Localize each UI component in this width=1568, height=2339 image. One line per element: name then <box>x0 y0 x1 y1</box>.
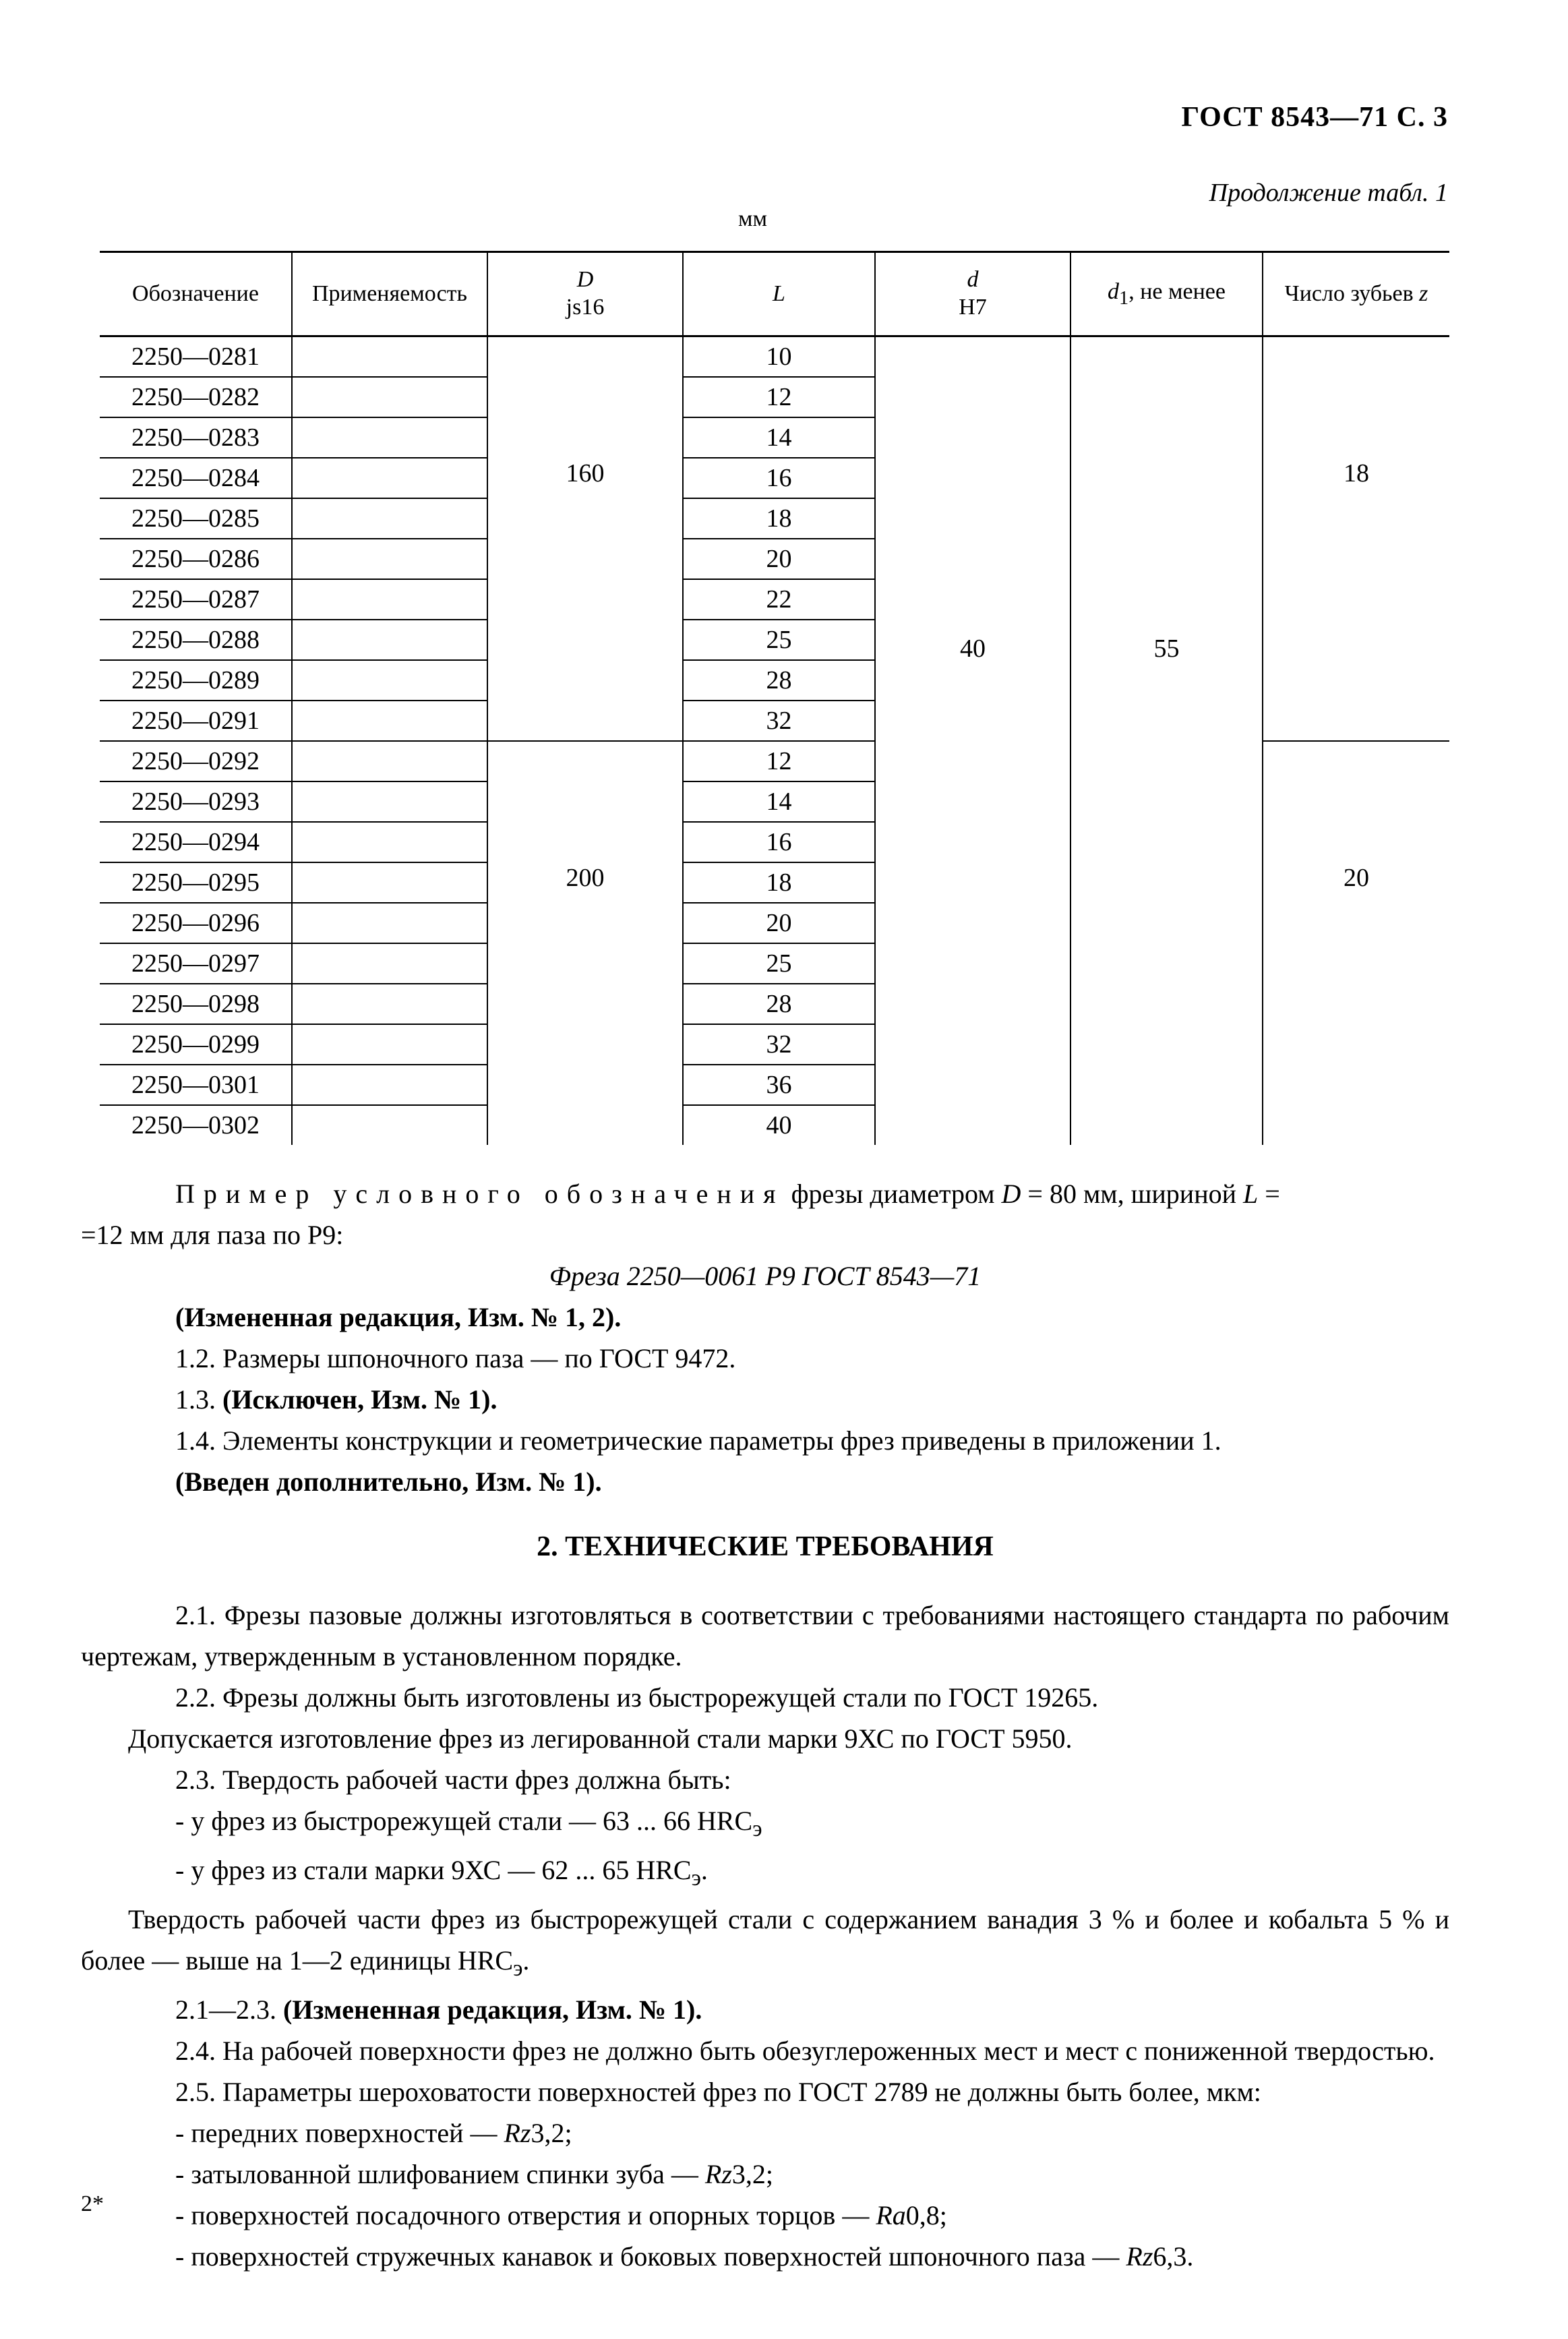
cell-l: 14 <box>683 417 875 458</box>
cell-designation: 2250—0299 <box>100 1024 292 1065</box>
cell-designation: 2250—0291 <box>100 701 292 741</box>
example-heading: Пример условного обозначения <box>175 1179 785 1209</box>
col-d1-note: , не менее <box>1128 278 1226 304</box>
page-mark: 2* <box>81 2191 104 2216</box>
cell-l: 12 <box>683 741 875 781</box>
cell-l: 40 <box>683 1105 875 1145</box>
cell-designation: 2250—0285 <box>100 498 292 539</box>
paragraph-2-5d-value: 6,3. <box>1153 2241 1194 2272</box>
cell-teeth-group2: 20 <box>1263 741 1449 1145</box>
example-line-2: =12 мм для паза по Р9: <box>81 1220 344 1250</box>
paragraph-2-5d-text: - поверхностей стружечных канавок и боковых поверхностей шпоночного паза — <box>175 2241 1126 2272</box>
cell-applicability <box>292 620 487 660</box>
table-unit: мм <box>738 206 768 231</box>
paragraph-2-1: 2.1. Фрезы пазовые должны изготовляться в соответствии с требованиями настоящего стандарта по рабочим чертежам, утвержденным в установленном порядке. <box>81 1600 1449 1671</box>
document-body <box>81 1173 1449 2277</box>
paragraph-2-3b-subscript: э <box>691 1866 701 1891</box>
paragraph-2-5b <box>81 2154 1449 2195</box>
cell-d-bore: 40 <box>875 336 1071 1146</box>
cell-designation: 2250—0301 <box>100 1065 292 1105</box>
paragraph-2-3c-end: . <box>522 1945 530 1976</box>
paragraph-2-2: 2.2. Фрезы должны быть изготовлены из быстрорежущей стали по ГОСТ 19265. <box>175 1682 1099 1713</box>
paragraph-2-3b <box>81 1849 1449 1899</box>
col-d-outer <box>487 252 683 336</box>
cell-l: 12 <box>683 377 875 417</box>
col-d1-subscript: 1 <box>1119 287 1129 309</box>
page-header: ГОСТ 8543—71 С. 3 <box>1181 102 1448 133</box>
cell-l: 18 <box>683 498 875 539</box>
cell-l: 28 <box>683 660 875 701</box>
edit-note-2 <box>81 1989 1449 2030</box>
edit-note-1: (Измененная редакция, Изм. № 1, 2). <box>175 1302 622 1332</box>
example-text-2: = 80 мм, шириной <box>1021 1179 1244 1209</box>
example-symbol-l: L <box>1243 1179 1259 1209</box>
cell-l: 10 <box>683 336 875 378</box>
cell-designation: 2250—0282 <box>100 377 292 417</box>
cell-l: 25 <box>683 943 875 984</box>
cell-applicability <box>292 741 487 781</box>
paragraph-2-5a-text: - передних поверхностей — <box>175 2118 504 2148</box>
cell-applicability <box>292 943 487 984</box>
cell-l: 16 <box>683 458 875 498</box>
paragraph-2-3c-text: Твердость рабочей части фрез из быстрорежущей стали с содержанием ванадия 3 % и более и кобальта 5 % и более — выше на 1—2 единицы HRC <box>81 1904 1449 1976</box>
example-symbol-d: D <box>1001 1179 1021 1209</box>
table-continuation-note: Продолжение табл. 1 <box>1209 179 1448 207</box>
paragraph-1-4-note: (Введен дополнительно, Изм. № 1). <box>175 1467 602 1497</box>
cell-applicability <box>292 498 487 539</box>
cell-teeth-group1: 18 <box>1263 336 1449 742</box>
cell-applicability <box>292 862 487 903</box>
paragraph-2-3b-text: - у фрез из стали марки 9ХС — 62 ... 65 HRC <box>175 1855 692 1885</box>
cell-l: 16 <box>683 822 875 862</box>
example-designation: Фреза 2250—0061 Р9 ГОСТ 8543—71 <box>549 1261 982 1291</box>
cell-applicability <box>292 660 487 701</box>
paragraph-2-5c-text: - поверхностей посадочного отверстия и опорных торцов — <box>175 2200 876 2230</box>
cell-l: 28 <box>683 984 875 1024</box>
cell-l: 18 <box>683 862 875 903</box>
cell-designation: 2250—0281 <box>100 336 292 378</box>
cell-designation: 2250—0297 <box>100 943 292 984</box>
paragraph-2-5b-symbol: Rz <box>704 2159 732 2189</box>
col-teeth-symbol: z <box>1419 280 1428 306</box>
col-d1 <box>1071 252 1263 336</box>
col-teeth-label: Число зубьев <box>1284 280 1414 306</box>
cell-applicability <box>292 781 487 822</box>
paragraph-2-5c-value: 0,8; <box>905 2200 947 2230</box>
cell-l: 20 <box>683 539 875 579</box>
cell-applicability <box>292 822 487 862</box>
cell-designation: 2250—0292 <box>100 741 292 781</box>
paragraph-2-3a-text: - у фрез из быстрорежущей стали — 63 ... 66 HRC <box>175 1806 753 1836</box>
col-d-bore-tolerance: H7 <box>959 295 987 320</box>
cell-l: 32 <box>683 701 875 741</box>
col-d1-symbol: d <box>1108 278 1120 304</box>
paragraph-1-3-note: (Исключен, Изм. № 1). <box>222 1384 497 1415</box>
paragraph-2-5c-symbol: Ra <box>876 2200 906 2230</box>
cell-applicability <box>292 539 487 579</box>
cell-d-outer-group2: 200 <box>487 741 683 1145</box>
cell-designation: 2250—0283 <box>100 417 292 458</box>
edit-note-2-number: 2.1—2.3. <box>175 1994 283 2025</box>
cell-applicability <box>292 458 487 498</box>
paragraph-2-3c <box>81 1899 1449 1989</box>
col-d-bore <box>875 252 1071 336</box>
table-header-row <box>100 252 1449 336</box>
cell-l: 22 <box>683 579 875 620</box>
cell-d-outer-group1: 160 <box>487 336 683 742</box>
cell-designation: 2250—0295 <box>100 862 292 903</box>
example-text-3: = <box>1258 1179 1280 1209</box>
cell-designation: 2250—0298 <box>100 984 292 1024</box>
col-designation: Обозначение <box>100 252 292 336</box>
cell-applicability <box>292 579 487 620</box>
cell-applicability <box>292 701 487 741</box>
cell-d1: 55 <box>1071 336 1263 1146</box>
paragraph-1-3-number: 1.3. <box>175 1384 222 1415</box>
cell-applicability <box>292 984 487 1024</box>
cell-applicability <box>292 1024 487 1065</box>
cell-l: 25 <box>683 620 875 660</box>
cell-designation: 2250—0289 <box>100 660 292 701</box>
cell-designation: 2250—0302 <box>100 1105 292 1145</box>
section-2-title: 2. ТЕХНИЧЕСКИЕ ТРЕБОВАНИЯ <box>537 1531 994 1562</box>
paragraph-2-5d-symbol: Rz <box>1126 2241 1153 2272</box>
paragraph-2-4: 2.4. На рабочей поверхности фрез не должно быть обезуглероженных мест и мест с пониженной твердостью. <box>175 2036 1435 2066</box>
cell-l: 20 <box>683 903 875 943</box>
table-row <box>100 336 1449 378</box>
col-teeth <box>1263 252 1449 336</box>
paragraph-2-5a-symbol: Rz <box>504 2118 531 2148</box>
cell-designation: 2250—0287 <box>100 579 292 620</box>
dimensions-table <box>100 251 1449 1145</box>
cell-applicability <box>292 1065 487 1105</box>
paragraph-1-4: 1.4. Элементы конструкции и геометрические параметры фрез приведены в приложении 1. <box>175 1425 1222 1456</box>
paragraph-2-3: 2.3. Твердость рабочей части фрез должна быть: <box>175 1765 731 1795</box>
cell-designation: 2250—0284 <box>100 458 292 498</box>
cell-l: 36 <box>683 1065 875 1105</box>
paragraph-2-5: 2.5. Параметры шероховатости поверхностей фрез по ГОСТ 2789 не должны быть более, мкм: <box>175 2077 1261 2107</box>
edit-note-2-text: (Измененная редакция, Изм. № 1). <box>283 1994 702 2025</box>
cell-l: 32 <box>683 1024 875 1065</box>
cell-applicability <box>292 1105 487 1145</box>
paragraph-2-5d <box>81 2236 1449 2277</box>
cell-designation: 2250—0296 <box>100 903 292 943</box>
paragraph-2-5c <box>81 2195 1449 2236</box>
cell-applicability <box>292 903 487 943</box>
col-l-symbol: L <box>773 280 785 306</box>
example-text-1: фрезы диаметром <box>784 1179 1002 1209</box>
cell-designation: 2250—0286 <box>100 539 292 579</box>
paragraph-2-5a-value: 3,2; <box>531 2118 572 2148</box>
paragraph-2-3b-end: . <box>700 1855 708 1885</box>
col-d-outer-symbol: D <box>576 267 594 293</box>
cell-l: 14 <box>683 781 875 822</box>
cell-designation: 2250—0293 <box>100 781 292 822</box>
cell-designation: 2250—0288 <box>100 620 292 660</box>
paragraph-2-5b-value: 3,2; <box>731 2159 774 2189</box>
paragraph-1-3 <box>81 1379 1449 1420</box>
col-applicability: Применяемость <box>292 252 487 336</box>
col-d-outer-tolerance: js16 <box>566 295 605 320</box>
cell-applicability <box>292 336 487 378</box>
cell-designation: 2250—0294 <box>100 822 292 862</box>
example-paragraph <box>81 1173 1449 1214</box>
paragraph-2-3a-subscript: э <box>752 1816 762 1841</box>
paragraph-2-2b: Допускается изготовление фрез из легированной стали марки 9ХС по ГОСТ 5950. <box>128 1723 1073 1754</box>
paragraph-1-2: 1.2. Размеры шпоночного паза — по ГОСТ 9472. <box>175 1343 736 1373</box>
col-l <box>683 252 875 336</box>
paragraph-2-5a <box>81 2112 1449 2154</box>
paragraph-2-3c-subscript: э <box>513 1956 523 1981</box>
cell-applicability <box>292 377 487 417</box>
paragraph-2-3a <box>81 1800 1449 1849</box>
cell-applicability <box>292 417 487 458</box>
paragraph-2-5b-text: - затылованной шлифованием спинки зуба — <box>175 2159 705 2189</box>
col-d-bore-symbol: d <box>967 267 979 293</box>
